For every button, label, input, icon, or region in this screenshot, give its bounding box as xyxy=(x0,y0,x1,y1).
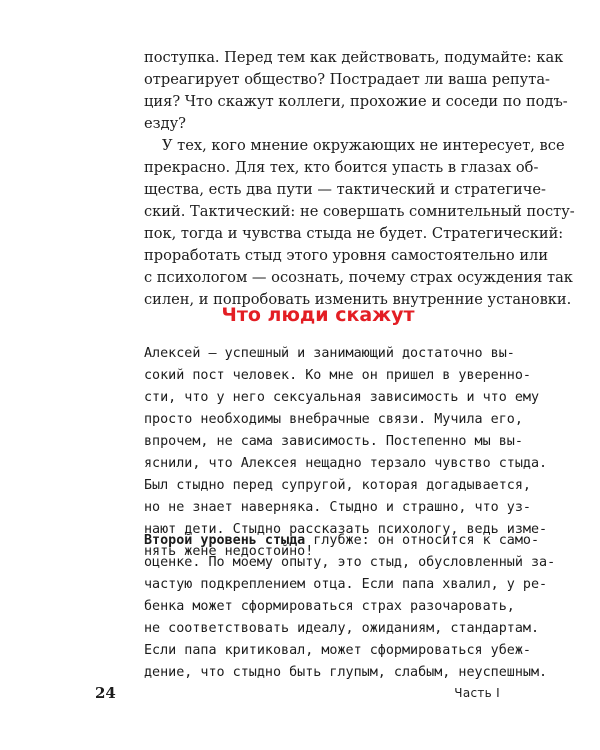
text-line: впрочем, не сама зависимость. Постепенно мы вы- xyxy=(144,434,523,449)
text-line: сти, что у него сексуальная зависимость и что ему xyxy=(144,390,540,405)
text-line: бенка может сформироваться страх разочаровать, xyxy=(144,599,515,614)
paragraph xyxy=(144,530,556,684)
text-line: поступка. Перед тем как действовать, подумайте: как xyxy=(144,49,564,66)
text-line: яснили, что Алексея нещадно терзало чувство стыда. xyxy=(144,456,548,471)
text-line: сокий пост человек. Ко мне он пришел в уверенно- xyxy=(144,368,531,383)
text-line: оценке. По моему опыту, это стыд, обусловленный за- xyxy=(144,555,556,570)
text-line: ция? Что скажут коллеги, прохожие и соседи по подъ- xyxy=(144,93,568,110)
text-line: Алексей — успешный и занимающий достаточно вы- xyxy=(144,346,515,361)
text-line: просто необходимы внебрачные связи. Мучила его, xyxy=(144,412,523,427)
text-line: пок, тогда и чувства стыда не будет. Стратегический: xyxy=(144,225,564,242)
paragraph-continuation xyxy=(144,47,568,135)
text-line: не соответствовать идеалу, ожиданиям, стандартам. xyxy=(144,621,540,636)
text-line: дение, что стыдно быть глупым, слабым, неуспешным. xyxy=(144,665,548,680)
text-line: частую подкреплением отца. Если папа хвалил, у ре- xyxy=(144,577,548,592)
paragraph-strategies xyxy=(144,135,575,311)
text-fragment: глубже: он относится к само- xyxy=(305,533,540,548)
text-line xyxy=(144,530,540,552)
text-line: У тех, кого мнение окружающих не интересует, все xyxy=(162,137,565,154)
text-line: нают дети. Стыдно рассказать психологу, ведь изме- xyxy=(144,522,548,537)
second-level-paragraph xyxy=(144,530,556,684)
page-number: 24 xyxy=(95,684,116,702)
text-line: нять жене недостойно! xyxy=(144,544,314,559)
paragraph xyxy=(144,47,568,135)
part-label: Часть I xyxy=(454,686,500,700)
text-line: прекрасно. Для тех, кто боится упасть в глазах об- xyxy=(144,159,539,176)
text-line: Если папа критиковал, может сформироваться убеж- xyxy=(144,643,531,658)
text-line: с психологом — осознать, почему страх осуждения так xyxy=(144,269,573,286)
text-line: Был стыдно перед супругой, которая догадывается, xyxy=(144,478,531,493)
text-line: отреагирует общество? Пострадает ли ваша репута- xyxy=(144,71,550,88)
text-line: езду? xyxy=(144,115,186,132)
text-line: но не знает наверняка. Стыдно и страшно, что уз- xyxy=(144,500,531,515)
section-heading: Что люди скажут xyxy=(221,304,415,326)
text-line: проработать стыд этого уровня самостоятельно или xyxy=(144,247,549,264)
paragraph xyxy=(144,135,575,311)
text-line: щества, есть два пути — тактический и стратегиче- xyxy=(144,181,546,198)
text-line: ский. Тактический: не совершать сомнительный посту- xyxy=(144,203,575,220)
text-line: силен, и попробовать изменить внутренние установки. xyxy=(144,291,572,308)
bold-lead-term: Второй уровень стыда xyxy=(144,533,306,548)
